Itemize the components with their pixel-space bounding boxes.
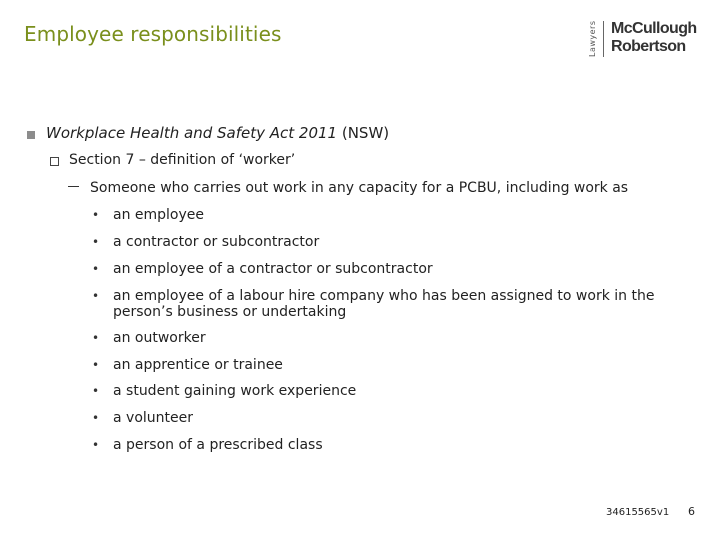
- list-item: an employee of a contractor or subcontractor: [113, 261, 433, 277]
- list-item: a student gaining work experience: [113, 383, 357, 399]
- dot-bullet-icon: •: [92, 331, 100, 345]
- act-name: Workplace Health and Safety Act 2011: [46, 124, 338, 142]
- list-item: a contractor or subcontractor: [113, 234, 320, 250]
- logo-line-2: Robertson: [611, 38, 686, 55]
- bullet-level-1: [46, 124, 389, 142]
- dot-bullet-icon: •: [92, 208, 100, 222]
- dot-bullet-icon: •: [92, 411, 100, 425]
- dot-bullet-icon: •: [92, 358, 100, 372]
- page-number: 6: [688, 505, 695, 518]
- document-id: 34615565v1: [606, 507, 670, 518]
- list-item: an employee of a labour hire company who has been assigned to work in the person’s business or undertaking: [113, 288, 655, 320]
- square-bullet-icon: [27, 131, 35, 139]
- slide-title: Employee responsibilities: [24, 22, 282, 46]
- dash-bullet-icon: [68, 186, 79, 187]
- list-item: a volunteer: [113, 410, 193, 426]
- dot-bullet-icon: •: [92, 384, 100, 398]
- logo-divider: [603, 21, 604, 57]
- dot-bullet-icon: •: [92, 235, 100, 249]
- dot-bullet-icon: •: [92, 262, 100, 276]
- mccullough-robertson-logo: [588, 18, 700, 60]
- list-item: a person of a prescribed class: [113, 437, 323, 453]
- act-jurisdiction: (NSW): [337, 124, 390, 142]
- list-item: an employee: [113, 207, 205, 223]
- bullet-level-2: Section 7 – definition of ‘worker’: [69, 152, 296, 168]
- bullet-level-3: Someone who carries out work in any capacity for a PCBU, including work as: [90, 180, 629, 196]
- dot-bullet-icon: •: [92, 289, 100, 303]
- logo-lawyers-text: Lawyers: [588, 20, 597, 58]
- list-item: an outworker: [113, 330, 206, 346]
- list-item: an apprentice or trainee: [113, 357, 283, 373]
- logo-line-1: McCullough: [611, 20, 697, 37]
- hollow-square-bullet-icon: [50, 157, 59, 166]
- dot-bullet-icon: •: [92, 438, 100, 452]
